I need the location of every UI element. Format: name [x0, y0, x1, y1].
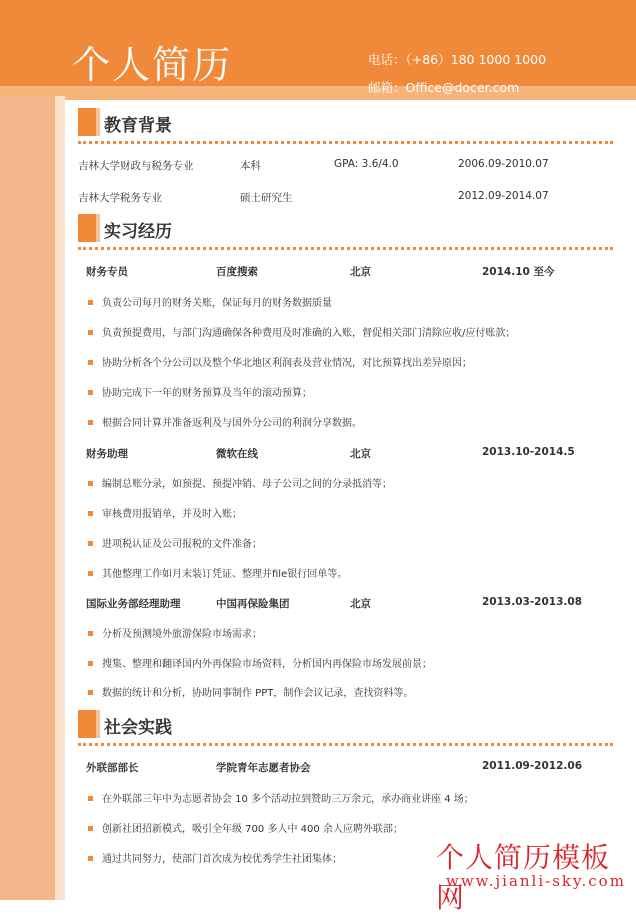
dotted-divider [78, 141, 613, 144]
bullet-text: 搜集、整理和翻译国内外再保险市场资料，分析国内再保险市场发展前景； [102, 659, 432, 670]
education-section [78, 108, 613, 138]
internship-title: 实习经历 [104, 222, 172, 242]
bullet-square [88, 300, 93, 305]
heading-marker [78, 214, 96, 242]
period: 2012.09-2014.07 [458, 190, 549, 202]
heading-marker-light [96, 214, 100, 242]
job-role: 国际业务部经理助理 [86, 598, 181, 610]
list-item [88, 324, 515, 339]
watermark-url: www.jianli-sky.com [446, 872, 626, 890]
bullet-square [88, 541, 93, 546]
bullet-text: 其他整理工作如月末装订凭证、整理并file银行回单等。 [102, 569, 348, 580]
bullet-text: 分析及预测境外旅游保险市场需求； [102, 629, 262, 640]
bullet-square [88, 390, 93, 395]
bullet-square [88, 571, 93, 576]
heading-marker [78, 710, 96, 738]
bullet-square [88, 360, 93, 365]
job-period: 2013.03-2013.08 [482, 596, 583, 608]
page-title: 个人简历 [72, 43, 233, 87]
job-company: 百度搜索 [216, 266, 258, 278]
period: 2006.09-2010.07 [458, 158, 549, 170]
bullet-text: 负责预提费用，与部门沟通确保各种费用及时准确的入账，督促相关部门清除应收/应付账款； [102, 328, 516, 339]
bullet-square [88, 690, 93, 695]
bullet-text: 根据合同计算并准备返利及与国外分公司的利润分享数据。 [102, 418, 362, 429]
degree: 硕士研究生 [240, 192, 293, 204]
job-company: 微软在线 [216, 448, 258, 460]
dotted-divider [78, 247, 613, 250]
list-item [88, 475, 392, 490]
bullet-text: 创新社团招新模式，吸引全年级 700 多人中 400 余人应聘外联部； [102, 824, 403, 835]
bullet-text: 负责公司每月的财务关账，保证每月的财务数据质量 [102, 298, 332, 309]
job-city: 北京 [350, 598, 371, 610]
job-company: 中国再保险集团 [216, 598, 290, 610]
list-item [88, 684, 413, 699]
bullet-text: 通过共同努力，使部门首次成为校优秀学生社团集体； [102, 854, 342, 865]
bullet-square [88, 511, 93, 516]
job-city: 北京 [350, 448, 371, 460]
social-heading [78, 710, 613, 740]
bullet-square [88, 796, 93, 801]
degree: 本科 [240, 160, 261, 172]
bullet-text: 协助完成下一年的财务预算及当年的滚动预算； [102, 388, 312, 399]
list-item [88, 790, 474, 805]
job-role: 财务专员 [86, 266, 128, 278]
bullet-square [88, 661, 93, 666]
list-item [88, 505, 242, 520]
bullet-square [88, 631, 93, 636]
education-heading [78, 108, 613, 138]
job-period: 2011.09-2012.06 [482, 760, 583, 772]
job-company: 学院青年志愿者协会 [216, 762, 311, 774]
phone-text: 电话：（+86）180 1000 1000 [368, 52, 547, 67]
left-sidebar [0, 96, 55, 900]
list-item [88, 384, 312, 399]
social-section [78, 710, 613, 740]
heading-marker [78, 108, 96, 136]
job-role: 财务助理 [86, 448, 128, 460]
list-item [88, 820, 403, 835]
social-title: 社会实践 [104, 718, 172, 738]
internship-heading [78, 214, 613, 244]
heading-marker-light [96, 108, 100, 136]
bullet-text: 数据的统计和分析，协助同事制作 PPT，制作会议记录，查找资料等。 [102, 688, 414, 699]
school: 吉林大学财政与税务专业 [78, 160, 194, 172]
list-item [88, 655, 432, 670]
bullet-square [88, 826, 93, 831]
internship-section [78, 214, 613, 244]
heading-marker-light [96, 710, 100, 738]
job-city: 北京 [350, 266, 371, 278]
bullet-text: 进项税认证及公司报税的文件准备； [102, 539, 262, 550]
job-period: 2013.10-2014.5 [482, 446, 575, 458]
bullet-square [88, 330, 93, 335]
email-text [368, 78, 519, 86]
bullet-text: 编制总账分录，如预提、预提冲销、母子公司之间的分录抵消等； [102, 479, 392, 490]
bullet-text: 在外联部三年中为志愿者协会 10 多个活动拉到赞助三万余元，承办商业讲座 4 场； [102, 794, 474, 805]
dotted-divider [78, 743, 613, 746]
gpa: GPA: 3.6/4.0 [334, 158, 399, 170]
school: 吉林大学税务专业 [78, 192, 162, 204]
list-item [88, 535, 262, 550]
bullet-square [88, 481, 93, 486]
job-role: 外联部部长 [86, 762, 139, 774]
watermark-title: 个人简历模板网 [436, 841, 611, 914]
list-item [88, 565, 347, 580]
left-sidebar-inner [55, 96, 65, 900]
bullet-square [88, 420, 93, 425]
job-period: 2014.10 至今 [482, 266, 555, 278]
bullet-text: 审核费用报销单，并及时入账； [102, 509, 242, 520]
list-item [88, 354, 472, 369]
list-item [88, 294, 332, 309]
list-item [88, 850, 342, 865]
bullet-text: 协助分析各个分公司以及整个华北地区利润表及营业情况，对比预算找出差异原因； [102, 358, 472, 369]
education-title: 教育背景 [104, 116, 172, 136]
list-item [88, 625, 262, 640]
list-item [88, 414, 362, 429]
bullet-square [88, 856, 93, 861]
